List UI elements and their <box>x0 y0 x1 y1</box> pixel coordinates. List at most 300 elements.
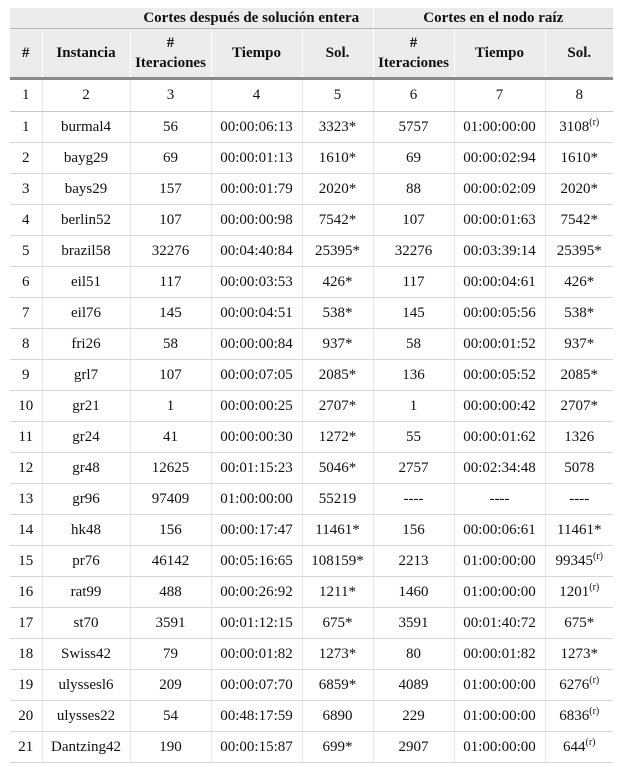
tiempo-b-cell <box>454 639 545 670</box>
tiempo-a-cell <box>211 391 302 422</box>
sol-a-cell <box>302 298 373 329</box>
reference-marker: (r) <box>585 736 596 748</box>
tiempo-a-cell <box>211 205 302 236</box>
instancia-cell-value: ulyssesl6 <box>58 676 114 693</box>
tiempo-b-cell <box>454 329 545 360</box>
tiempo-b-cell-value: 00:00:01:52 <box>463 335 536 352</box>
tiempo-a-cell <box>211 546 302 577</box>
table-row <box>10 732 613 763</box>
iteraciones-b-cell-value: 3591 <box>398 614 429 631</box>
row-number-cell <box>10 546 42 577</box>
sol-a-cell <box>302 453 373 484</box>
sol-a-cell-value: 426* <box>322 273 353 290</box>
group-header-row <box>10 8 613 29</box>
iteraciones-b-cell <box>373 391 454 422</box>
column-index-cell: 5 <box>302 79 373 112</box>
column-index-row <box>10 79 613 112</box>
sol-a-cell-value: 1211* <box>319 583 356 600</box>
tiempo-a-cell-value: 00:00:00:84 <box>220 335 293 352</box>
row-number-cell <box>10 608 42 639</box>
sol-b-cell <box>545 515 613 546</box>
tiempo-a-cell-value: 00:48:17:59 <box>220 707 293 724</box>
iteraciones-a-cell-value: 145 <box>159 304 182 321</box>
sol-a-cell <box>302 515 373 546</box>
reference-marker: (r) <box>589 674 600 686</box>
tiempo-a-cell-value: 01:00:00:00 <box>220 490 293 507</box>
iteraciones-b-cell <box>373 639 454 670</box>
sol-b-cell-value: 11461* <box>557 521 602 538</box>
instancia-cell-value: hk48 <box>71 521 101 538</box>
iteraciones-b-cell-value: 1460 <box>398 583 429 600</box>
iteraciones-a-cell-value: 58 <box>163 335 178 352</box>
row-number-cell <box>10 515 42 546</box>
row-number-cell <box>10 143 42 174</box>
table-row <box>10 484 613 515</box>
row-number-cell <box>10 174 42 205</box>
sol-b-cell <box>545 422 613 453</box>
row-number-cell <box>10 360 42 391</box>
tiempo-a-cell <box>211 236 302 267</box>
instancia-cell <box>42 205 130 236</box>
iteraciones-b-cell <box>373 484 454 515</box>
column-header-sol-a: Sol. <box>302 29 373 79</box>
sol-a-cell-value: 538* <box>322 304 353 321</box>
sol-a-cell-value: 3323* <box>318 118 357 135</box>
iteraciones-b-cell <box>373 670 454 701</box>
tiempo-a-cell <box>211 112 302 143</box>
row-number-cell <box>10 329 42 360</box>
row-number-cell-value: 2 <box>22 149 30 166</box>
tiempo-a-cell-value: 00:01:15:23 <box>220 459 293 476</box>
instancia-cell <box>42 360 130 391</box>
tiempo-a-cell-value: 00:00:01:13 <box>220 149 293 166</box>
iteraciones-a-cell-value: 117 <box>159 273 182 290</box>
iteraciones-a-cell <box>130 298 211 329</box>
tiempo-b-cell <box>454 422 545 453</box>
sol-b-cell-value: 2085* <box>560 366 598 383</box>
tiempo-a-cell <box>211 267 302 298</box>
tiempo-a-cell-value: 00:00:07:70 <box>220 676 293 693</box>
column-index-cell: 6 <box>373 79 454 112</box>
tiempo-b-cell <box>454 670 545 701</box>
sol-a-cell <box>302 329 373 360</box>
sol-a-cell <box>302 422 373 453</box>
instancia-cell <box>42 236 130 267</box>
instancia-cell-value: gr96 <box>72 490 100 507</box>
tiempo-a-cell <box>211 298 302 329</box>
sol-b-cell-value: 644 <box>563 738 586 755</box>
instancia-cell <box>42 112 130 143</box>
row-number-cell-value: 13 <box>18 490 34 507</box>
iteraciones-b-cell-value: 5757 <box>398 118 429 135</box>
sol-a-cell <box>302 701 373 732</box>
tiempo-a-cell <box>211 577 302 608</box>
instancia-cell <box>42 484 130 515</box>
row-number-cell-value: 11 <box>18 428 33 445</box>
tiempo-a-cell <box>211 360 302 391</box>
sol-b-cell-value: 3108 <box>559 118 590 135</box>
instancia-cell <box>42 329 130 360</box>
sol-b-cell <box>545 670 613 701</box>
table-row <box>10 422 613 453</box>
instancia-cell <box>42 453 130 484</box>
row-number-cell-value: 10 <box>18 397 34 414</box>
sol-a-cell <box>302 484 373 515</box>
sol-b-cell-value: 25395* <box>556 242 602 259</box>
column-index-cell: 1 <box>10 79 42 112</box>
tiempo-b-cell-value: 00:00:02:09 <box>463 180 536 197</box>
row-number-cell <box>10 577 42 608</box>
sol-a-cell <box>302 236 373 267</box>
iteraciones-a-cell <box>130 236 211 267</box>
column-header-tiempo-a: Tiempo <box>211 29 302 79</box>
row-number-cell <box>10 732 42 763</box>
instancia-cell <box>42 701 130 732</box>
table-row <box>10 360 613 391</box>
tiempo-b-cell-value: 00:00:01:63 <box>463 211 536 228</box>
group-header-cortes-nodo-raiz: Cortes en el nodo raíz <box>373 8 613 29</box>
tiempo-a-cell-value: 00:00:01:79 <box>220 180 293 197</box>
tiempo-b-cell <box>454 701 545 732</box>
table-row <box>10 267 613 298</box>
tiempo-a-cell-value: 00:00:26:92 <box>220 583 293 600</box>
sol-b-cell-value: 426* <box>564 273 595 290</box>
tiempo-a-cell-value: 00:00:00:25 <box>220 397 293 414</box>
instancia-cell-value: bayg29 <box>63 149 109 166</box>
iteraciones-a-cell <box>130 360 211 391</box>
sol-a-cell <box>302 639 373 670</box>
iteraciones-a-cell-value: 12625 <box>151 459 190 476</box>
tiempo-b-cell <box>454 174 545 205</box>
tiempo-b-cell <box>454 515 545 546</box>
reference-marker: (r) <box>589 581 600 593</box>
sol-a-cell-value: 108159* <box>311 552 364 569</box>
tiempo-b-cell <box>454 267 545 298</box>
tiempo-a-cell-value: 00:01:12:15 <box>220 614 293 631</box>
row-number-cell <box>10 670 42 701</box>
results-table <box>10 8 613 763</box>
sol-b-cell-value: 1610* <box>560 149 598 166</box>
iteraciones-a-cell-value: 107 <box>159 366 182 383</box>
sol-a-cell-value: 1272* <box>318 428 357 445</box>
row-number-cell <box>10 639 42 670</box>
tiempo-a-cell <box>211 670 302 701</box>
iteraciones-a-cell-value: 54 <box>163 707 178 724</box>
column-index-cell: 3 <box>130 79 211 112</box>
iteraciones-b-cell-value: 1 <box>409 397 418 414</box>
instancia-cell <box>42 298 130 329</box>
instancia-cell-value: gr48 <box>72 459 100 476</box>
sol-a-cell-value: 6859* <box>318 676 357 693</box>
row-number-cell-value: 19 <box>18 676 34 693</box>
tiempo-a-cell-value: 00:05:16:65 <box>220 552 293 569</box>
iteraciones-a-cell <box>130 608 211 639</box>
iteraciones-b-cell-value: 32276 <box>394 242 433 259</box>
iteraciones-a-cell <box>130 174 211 205</box>
sol-b-cell-value: 675* <box>564 614 595 631</box>
sol-a-cell-value: 2085* <box>318 366 357 383</box>
tiempo-b-cell-value: 01:00:00:00 <box>463 552 536 569</box>
sol-a-cell-value: 11461* <box>315 521 360 538</box>
table-row <box>10 391 613 422</box>
tiempo-a-cell <box>211 732 302 763</box>
sol-b-cell <box>545 546 613 577</box>
tiempo-a-cell-value: 00:00:03:53 <box>220 273 293 290</box>
row-number-cell-value: 15 <box>18 552 34 569</box>
sol-a-cell-value: 1273* <box>318 645 357 662</box>
iteraciones-b-cell <box>373 577 454 608</box>
sol-b-cell-value: 6276 <box>559 676 590 693</box>
iteraciones-a-cell <box>130 112 211 143</box>
instancia-cell-value: Dantzing42 <box>51 738 121 755</box>
sol-a-cell <box>302 577 373 608</box>
sol-b-cell <box>545 267 613 298</box>
iteraciones-b-cell <box>373 329 454 360</box>
tiempo-a-cell <box>211 453 302 484</box>
sol-b-cell <box>545 205 613 236</box>
sol-b-cell-value: 1201 <box>559 583 590 600</box>
tiempo-b-cell <box>454 360 545 391</box>
table-row <box>10 143 613 174</box>
tiempo-b-cell-value: 01:00:00:00 <box>463 583 536 600</box>
tiempo-a-cell-value: 00:00:04:51 <box>220 304 293 321</box>
iteraciones-a-cell-value: 157 <box>159 180 182 197</box>
tiempo-a-cell <box>211 639 302 670</box>
instancia-cell <box>42 143 130 174</box>
tiempo-b-cell-value: 00:00:05:56 <box>463 304 536 321</box>
sol-a-cell <box>302 732 373 763</box>
iteraciones-a-cell <box>130 205 211 236</box>
sol-b-cell <box>545 453 613 484</box>
sol-b-cell <box>545 112 613 143</box>
table-row <box>10 174 613 205</box>
sol-b-cell-value: 5078 <box>564 459 595 476</box>
tiempo-a-cell <box>211 608 302 639</box>
sol-b-cell <box>545 360 613 391</box>
table-row <box>10 112 613 143</box>
tiempo-b-cell-value: 00:00:00:42 <box>463 397 536 414</box>
tiempo-a-cell <box>211 174 302 205</box>
instancia-cell-value: Swiss42 <box>60 645 112 662</box>
iteraciones-b-cell-value: 107 <box>402 211 425 228</box>
iteraciones-a-cell-value: 41 <box>163 428 178 445</box>
iteraciones-b-cell <box>373 174 454 205</box>
row-number-cell-value: 16 <box>18 583 34 600</box>
sol-b-cell-value: 6836 <box>559 707 590 724</box>
tiempo-b-cell <box>454 608 545 639</box>
iteraciones-b-cell <box>373 360 454 391</box>
iteraciones-a-cell <box>130 670 211 701</box>
instancia-cell-value: gr21 <box>72 397 100 414</box>
tiempo-b-cell-value: 01:00:00:00 <box>463 118 536 135</box>
iteraciones-b-cell <box>373 143 454 174</box>
row-number-cell-value: 1 <box>22 118 30 135</box>
sol-b-cell <box>545 484 613 515</box>
tiempo-b-cell <box>454 236 545 267</box>
table-row <box>10 453 613 484</box>
sol-b-cell <box>545 391 613 422</box>
tiempo-b-cell-value: 00:00:06:61 <box>463 521 536 538</box>
iteraciones-a-cell <box>130 484 211 515</box>
iteraciones-b-cell-value: 2213 <box>398 552 429 569</box>
tiempo-a-cell <box>211 143 302 174</box>
iteraciones-b-cell-value: 145 <box>402 304 425 321</box>
tiempo-b-cell <box>454 484 545 515</box>
instancia-cell <box>42 267 130 298</box>
iteraciones-a-cell-value: 488 <box>159 583 182 600</box>
iteraciones-a-cell-value: 209 <box>159 676 182 693</box>
instancia-cell-value: fri26 <box>71 335 101 352</box>
tiempo-a-cell-value: 00:00:17:47 <box>220 521 293 538</box>
sol-b-cell-value: 2707* <box>560 397 598 414</box>
sol-b-cell-value: 2020* <box>560 180 598 197</box>
column-index-cell: 2 <box>42 79 130 112</box>
sol-a-cell <box>302 174 373 205</box>
row-number-cell <box>10 112 42 143</box>
iteraciones-a-hash: # <box>166 35 175 51</box>
instancia-cell <box>42 515 130 546</box>
iteraciones-b-cell-value: 58 <box>406 335 421 352</box>
reference-marker: (r) <box>589 705 600 717</box>
row-number-cell-value: 8 <box>22 335 30 352</box>
row-number-cell-value: 4 <box>22 211 30 228</box>
instancia-cell-value: bays29 <box>64 180 108 197</box>
table-row <box>10 639 613 670</box>
iteraciones-a-cell-value: 190 <box>159 738 182 755</box>
sol-b-cell <box>545 639 613 670</box>
tiempo-b-cell-value: ---- <box>489 490 510 507</box>
tiempo-a-cell-value: 00:00:07:05 <box>220 366 293 383</box>
sol-a-cell <box>302 267 373 298</box>
table-row <box>10 205 613 236</box>
sol-a-cell-value: 937* <box>322 335 353 352</box>
iteraciones-b-cell-value: 80 <box>406 645 421 662</box>
iteraciones-b-cell <box>373 701 454 732</box>
sol-b-cell <box>545 236 613 267</box>
row-number-cell-value: 18 <box>18 645 34 662</box>
table-row <box>10 236 613 267</box>
iteraciones-b-cell <box>373 267 454 298</box>
tiempo-a-cell-value: 00:00:01:82 <box>220 645 293 662</box>
row-number-cell-value: 9 <box>22 366 30 383</box>
table-row <box>10 701 613 732</box>
iteraciones-a-cell-value: 107 <box>159 211 182 228</box>
iteraciones-b-label: Iteraciones <box>378 55 449 71</box>
column-header-tiempo-b: Tiempo <box>454 29 545 79</box>
sol-a-cell-value: 1610* <box>318 149 357 166</box>
tiempo-b-cell <box>454 577 545 608</box>
row-number-cell-value: 20 <box>18 707 34 724</box>
reference-marker: (r) <box>593 550 603 562</box>
iteraciones-a-cell <box>130 732 211 763</box>
sol-a-cell <box>302 670 373 701</box>
tiempo-b-cell-value: 00:00:01:82 <box>463 645 536 662</box>
iteraciones-b-cell <box>373 422 454 453</box>
sol-a-cell <box>302 360 373 391</box>
sol-a-cell-value: 2707* <box>318 397 357 414</box>
iteraciones-b-cell-value: 2907 <box>398 738 429 755</box>
iteraciones-b-cell <box>373 205 454 236</box>
tiempo-b-cell-value: 00:00:04:61 <box>463 273 536 290</box>
iteraciones-b-cell-value: 136 <box>402 366 425 383</box>
instancia-cell-value: burmal4 <box>61 118 111 135</box>
sol-b-cell <box>545 143 613 174</box>
sol-a-cell <box>302 391 373 422</box>
iteraciones-a-cell-value: 46142 <box>151 552 190 569</box>
row-number-cell-value: 14 <box>18 521 34 538</box>
iteraciones-b-cell-value: 229 <box>402 707 425 724</box>
instancia-cell <box>42 608 130 639</box>
tiempo-b-cell-value: 00:02:34:48 <box>463 459 536 476</box>
instancia-cell-value: eil51 <box>71 273 101 290</box>
sol-a-cell <box>302 205 373 236</box>
table-row <box>10 298 613 329</box>
iteraciones-a-cell <box>130 453 211 484</box>
sol-b-cell-value: 937* <box>564 335 595 352</box>
row-number-cell <box>10 298 42 329</box>
tiempo-b-cell-value: 00:00:02:94 <box>463 149 536 166</box>
iteraciones-a-cell <box>130 143 211 174</box>
row-number-cell-value: 6 <box>22 273 30 290</box>
instancia-cell-value: grl7 <box>73 366 99 383</box>
iteraciones-a-cell-value: 69 <box>163 149 178 166</box>
tiempo-b-cell-value: 00:03:39:14 <box>463 242 536 259</box>
iteraciones-b-cell-value: 69 <box>406 149 421 166</box>
sol-a-cell <box>302 112 373 143</box>
instancia-cell-value: brazil58 <box>61 242 111 259</box>
iteraciones-b-cell-value: 117 <box>402 273 425 290</box>
column-header-iteraciones-a <box>130 29 211 79</box>
instancia-cell <box>42 670 130 701</box>
iteraciones-a-cell-value: 79 <box>163 645 178 662</box>
tiempo-a-cell <box>211 422 302 453</box>
iteraciones-a-cell <box>130 515 211 546</box>
iteraciones-b-cell-value: 4089 <box>398 676 429 693</box>
row-number-cell <box>10 701 42 732</box>
tiempo-b-cell-value: 01:00:00:00 <box>463 676 536 693</box>
table-row <box>10 515 613 546</box>
iteraciones-a-cell-value: 156 <box>159 521 182 538</box>
iteraciones-b-cell <box>373 236 454 267</box>
row-number-cell <box>10 236 42 267</box>
table-row <box>10 546 613 577</box>
row-number-cell <box>10 205 42 236</box>
sol-b-cell <box>545 577 613 608</box>
iteraciones-b-cell-value: 2757 <box>398 459 429 476</box>
tiempo-a-cell <box>211 515 302 546</box>
column-header-sol-b: Sol. <box>545 29 613 79</box>
row-number-cell-value: 7 <box>22 304 30 321</box>
sol-a-cell-value: 675* <box>322 614 353 631</box>
row-number-cell-value: 3 <box>22 180 30 197</box>
tiempo-a-cell-value: 00:00:00:30 <box>220 428 293 445</box>
sol-a-cell <box>302 546 373 577</box>
tiempo-b-cell-value: 01:00:00:00 <box>463 707 536 724</box>
table-row <box>10 670 613 701</box>
instancia-cell-value: pr76 <box>72 552 100 569</box>
tiempo-a-cell <box>211 329 302 360</box>
tiempo-b-cell <box>454 143 545 174</box>
reference-marker: (r) <box>589 116 600 128</box>
sol-b-cell <box>545 732 613 763</box>
instancia-cell <box>42 174 130 205</box>
instancia-cell-value: ulysses22 <box>56 707 116 724</box>
sol-a-cell-value: 7542* <box>318 211 357 228</box>
instancia-cell-value: eil76 <box>71 304 101 321</box>
group-header-cortes-solucion-entera: Cortes después de solución entera <box>130 8 373 29</box>
column-header-iteraciones-b <box>373 29 454 79</box>
sol-a-cell-value: 55219 <box>318 490 357 507</box>
